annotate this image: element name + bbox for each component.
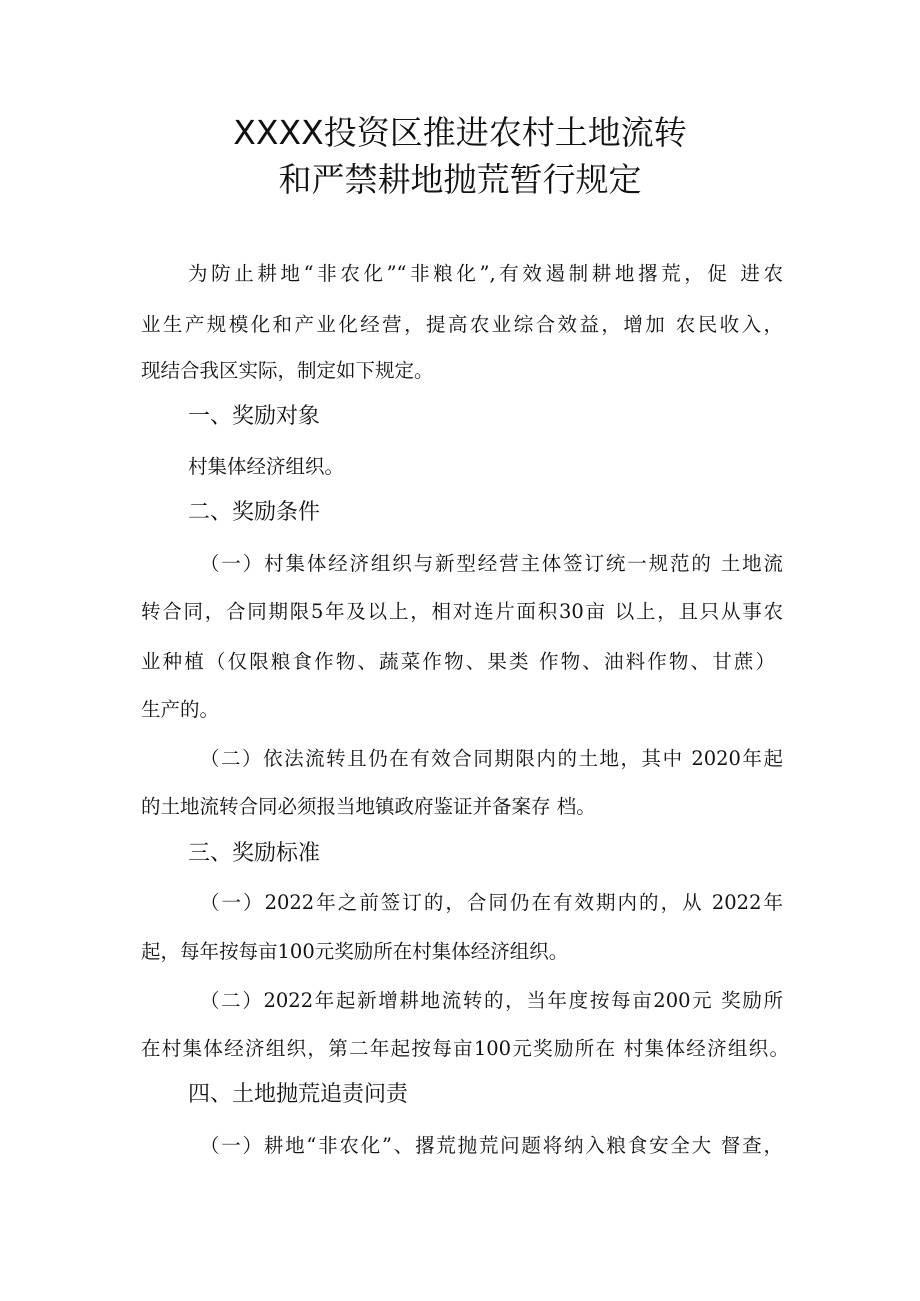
intro-line: 为防止耕地“非农化”“非粮化”,有效遏制耕地撂荒，促 进农 [188,262,783,285]
condition-1-line: 转合同，合同期限5年及以上，相对连片面积30亩 以上，且只从事农 [141,600,783,623]
standard-2-line: 在村集体经济组织，第二年起按每亩100元奖励所在 村集体经济组织。 [141,1037,789,1060]
condition-1-line: 业种植（仅限粮食作物、蔬菜作物、果类 作物、油料作物、甘蔗） [141,650,775,673]
section-heading-reward-standards: 三、奖励标准 [188,841,321,866]
intro-line: 业生产规模化和产业化经营，提高农业综合效益，增加 农民收入， [141,313,783,336]
condition-2-line: （二）依法流转且仍在有效合同期限内的土地，其中 2020年起 [200,747,783,770]
section-heading-reward-target: 一、奖励对象 [188,404,321,429]
standard-2-line: （二）2022年起新增耕地流转的，当年度按每亩200元 奖励所 [200,989,783,1012]
standard-1-line: （一）2022年之前签订的，合同仍在有效期内的，从 2022年 [200,891,783,914]
section-body: 村集体经济组织。 [188,455,345,478]
section-heading-abandonment-accountability: 四、土地抛荒追责问责 [188,1082,409,1107]
document-title-line1: XXXX投资区推进农村土地流转 [233,113,687,152]
section-heading-reward-conditions: 二、奖励条件 [188,500,321,525]
condition-1-line: 生产的。 [141,698,220,721]
intro-line: 现结合我区实际，制定如下规定。 [141,359,434,382]
document-title-line2: 和严禁耕地抛荒暂行规定 [278,160,642,199]
accountability-1-line: （一）耕地“非农化”、撂荒抛荒问题将纳入粮食安全大 督查， [200,1134,783,1157]
condition-2-line: 的土地流转合同必须报当地镇政府鉴证并备案存 档。 [141,795,596,818]
standard-1-line: 起，每年按每亩100元奖励所在村集体经济组织。 [141,940,569,963]
condition-1-line: （一）村集体经济组织与新型经营主体签订统一规范的 土地流 [200,552,783,575]
